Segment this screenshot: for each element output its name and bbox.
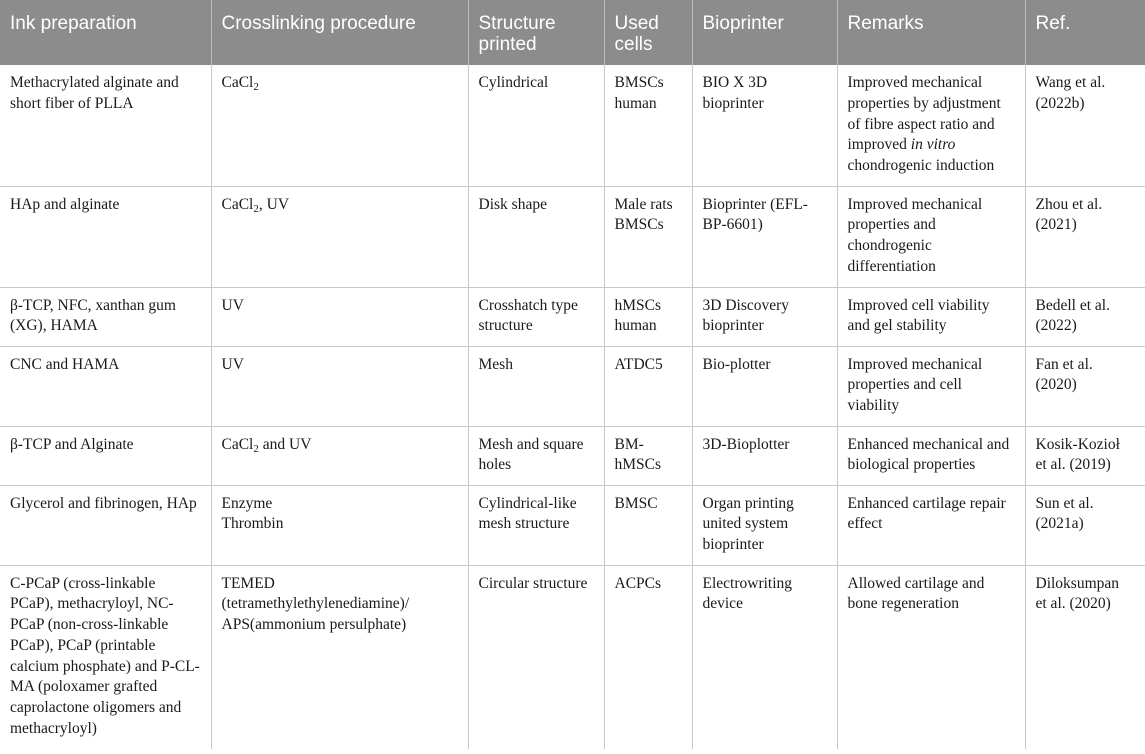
header-ink-preparation: Ink preparation (0, 0, 211, 65)
cell-remarks: Improved cell viability and gel stability (837, 287, 1025, 346)
cell-bioprinter: Bio-plotter (692, 346, 837, 426)
cell-cells: BM- hMSCs (604, 426, 692, 485)
crosslink-subscript: 2 (253, 442, 259, 455)
cell-ink-preparation: HAp and alginate (0, 186, 211, 287)
cell-ref: Wang et al. (2022b) (1025, 65, 1145, 186)
cell-remarks: Enhanced mechanical and biological properties (837, 426, 1025, 485)
cell-bioprinter: 3D Discovery bioprinter (692, 287, 837, 346)
cell-crosslinking: TEMED (tetramethylethylenediamine)/ APS(ammonium persulphate) (211, 565, 468, 749)
cell-ref: Fan et al. (2020) (1025, 346, 1145, 426)
cell-remarks: Improved mechanical properties and cell viability (837, 346, 1025, 426)
cell-ink-preparation: C-PCaP (cross-linkable PCaP), methacryloyl, NC-PCaP (non-cross-linkable PCaP), PCaP (printable calcium phosphate) and P-CL-MA (poloxamer grafted caprolactone oligomers and methacryloyl) (10, 574, 200, 738)
cell-structure: Crosshatch type structure (468, 287, 604, 346)
remarks-text-end: chondrogenic induction (847, 157, 995, 175)
cell-cells: hMSCs human (604, 287, 692, 346)
cell-bioprinter: BIO X 3D bioprinter (692, 65, 837, 186)
crosslink-tail: , UV (258, 195, 290, 213)
cell-cells: BMSC (604, 485, 692, 565)
cell-structure: Mesh (468, 346, 604, 426)
cell-ink-preparation: CNC and HAMA (0, 346, 211, 426)
header-structure-printed: Structure printed (468, 0, 604, 65)
cell-ink-preparation: Glycerol and fibrinogen, HAp (0, 485, 211, 565)
cell-cells: ATDC5 (604, 346, 692, 426)
cell-crosslinking: Enzyme Thrombin (211, 485, 468, 565)
table-row (0, 485, 1145, 565)
cell-bioprinter: 3D-Bioplotter (692, 426, 837, 485)
cell-bioprinter: Bioprinter (EFL- BP-6601) (692, 186, 837, 287)
remarks-italic: in vitro (910, 136, 956, 154)
cell-crosslinking: UV (211, 346, 468, 426)
crosslink-subscript: 2 (253, 202, 259, 215)
header-crosslinking-procedure: Crosslinking procedure (211, 0, 468, 65)
cell-crosslinking: UV (211, 287, 468, 346)
table-row (0, 65, 1145, 186)
cell-remarks (837, 65, 1025, 186)
remarks-text: Improved mechanical properties by adjustment of fibre aspect ratio and improved (847, 74, 1001, 154)
cell-ink-preparation: β-TCP, NFC, xanthan gum (XG), HAMA (0, 287, 211, 346)
cell-structure: Disk shape (468, 186, 604, 287)
header-ref: Ref. (1025, 0, 1145, 65)
header-remarks: Remarks (837, 0, 1025, 65)
table-header-row (0, 0, 1145, 65)
crosslink-subscript: 2 (253, 81, 259, 93)
cell-ink-preparation: β-TCP and Alginate (0, 426, 211, 485)
header-used-cells: Used cells (604, 0, 692, 65)
cell-crosslinking (211, 426, 468, 485)
cell-ref: Kosik-Kozioł et al. (2019) (1025, 426, 1145, 485)
table-row (0, 346, 1145, 426)
crosslink-text: CaCl (221, 435, 254, 453)
cell-ref: Bedell et al. (2022) (1025, 287, 1145, 346)
table-row (0, 287, 1145, 346)
cell-cells: Male rats BMSCs (604, 186, 692, 287)
crosslink-text: CaCl (221, 74, 254, 91)
table-row (0, 565, 1145, 749)
table-row (0, 426, 1145, 485)
cell-ref: Diloksumpan et al. (2020) (1025, 565, 1145, 749)
crosslink-text: CaCl (221, 195, 254, 213)
cell-cells: BMSCs human (604, 65, 692, 186)
cell-remarks: Allowed cartilage and bone regeneration (837, 565, 1025, 749)
cell-crosslinking (211, 65, 468, 186)
cell-structure: Circular structure (468, 565, 604, 749)
table-row (0, 186, 1145, 287)
cell-structure: Cylindrical (468, 65, 604, 186)
cell-bioprinter: Organ printing united system bioprinter (692, 485, 837, 565)
cell-remarks: Improved mechanical properties and chondrogenic differentiation (837, 186, 1025, 287)
cell-ref: Sun et al. (2021a) (1025, 485, 1145, 565)
cell-remarks: Enhanced cartilage repair effect (837, 485, 1025, 565)
header-bioprinter: Bioprinter (692, 0, 837, 65)
cell-crosslinking (211, 186, 468, 287)
cell-structure: Mesh and square holes (468, 426, 604, 485)
crosslink-tail: and UV (258, 435, 312, 453)
cell-ref: Zhou et al. (2021) (1025, 186, 1145, 287)
cell-structure: Cylindrical-like mesh structure (468, 485, 604, 565)
cell-bioprinter: Electrowriting device (692, 565, 837, 749)
cell-ink-preparation: Methacrylated alginate and short fiber of PLLA (0, 65, 211, 186)
cell-cells: ACPCs (604, 565, 692, 749)
